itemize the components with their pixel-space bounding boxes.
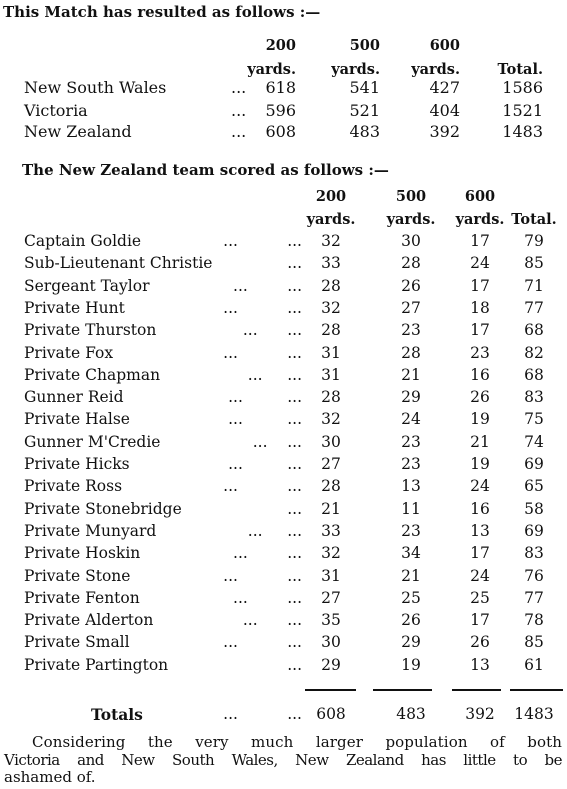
team-score: 24 bbox=[401, 410, 421, 428]
team-score: 19 bbox=[470, 455, 490, 473]
summary-score: 404 bbox=[429, 101, 460, 120]
team-leader-dots: ... ... bbox=[233, 277, 302, 295]
team-score: 32 bbox=[321, 410, 341, 428]
team-score: 17 bbox=[470, 277, 490, 295]
team-total: 69 bbox=[524, 522, 544, 540]
team-leader-dots: ... ... bbox=[242, 611, 302, 629]
closing-line: Victoria and New South Wales, New Zealand has little to be bbox=[4, 751, 562, 769]
team-score: 23 bbox=[401, 433, 421, 451]
summary-score: 618 bbox=[265, 78, 296, 97]
team-score: 34 bbox=[401, 544, 421, 562]
team-score: 25 bbox=[401, 589, 421, 607]
team-score: 13 bbox=[401, 477, 421, 495]
team-score: 19 bbox=[470, 410, 490, 428]
team-total: 83 bbox=[524, 388, 544, 406]
summary-team-name: New South Wales bbox=[24, 78, 167, 97]
team-player-name: Private Fox bbox=[24, 344, 114, 362]
team-score: 27 bbox=[321, 589, 341, 607]
summary-leader-dots: ... bbox=[231, 78, 247, 97]
team-player-name: Private Halse bbox=[24, 410, 130, 428]
totals-grand-total: 1483 bbox=[514, 705, 554, 723]
team-score: 21 bbox=[401, 366, 421, 384]
totals-score: 392 bbox=[465, 705, 495, 723]
team-score: 31 bbox=[321, 567, 341, 585]
team-score: 17 bbox=[470, 544, 490, 562]
totals-rule bbox=[373, 689, 432, 691]
summary-header-bottom: Total. bbox=[497, 61, 543, 78]
summary-total: 1521 bbox=[502, 101, 543, 120]
team-player-name: Sergeant Taylor bbox=[24, 277, 150, 295]
team-score: 23 bbox=[470, 344, 490, 362]
totals-rule bbox=[305, 689, 356, 691]
team-header-top: 600 bbox=[464, 188, 496, 205]
team-header-bottom: yards. bbox=[386, 211, 436, 228]
team-player-name: Private Stonebridge bbox=[24, 500, 182, 518]
team-leader-dots: ... ... bbox=[247, 522, 302, 540]
team-score: 13 bbox=[470, 656, 490, 674]
team-leader-dots: ... ... bbox=[228, 410, 302, 428]
team-leader-dots: ... ... bbox=[223, 344, 302, 362]
team-score: 21 bbox=[401, 567, 421, 585]
summary-score: 483 bbox=[349, 122, 380, 141]
team-score: 24 bbox=[470, 567, 490, 585]
team-total: 77 bbox=[524, 589, 544, 607]
summary-header-top: 500 bbox=[349, 37, 380, 54]
team-score: 27 bbox=[401, 299, 421, 317]
team-score: 16 bbox=[470, 366, 490, 384]
summary-score: 608 bbox=[265, 122, 296, 141]
summary-intro: This Match has resulted as follows :— bbox=[3, 3, 321, 21]
team-score: 26 bbox=[470, 388, 490, 406]
team-total: 77 bbox=[524, 299, 544, 317]
team-score: 17 bbox=[470, 321, 490, 339]
team-player-name: Sub-Lieutenant Christie bbox=[24, 254, 213, 272]
totals-rule bbox=[452, 689, 501, 691]
team-leader-dots: ... ... bbox=[223, 633, 302, 651]
team-score: 17 bbox=[470, 611, 490, 629]
summary-leader-dots: ... bbox=[231, 101, 247, 120]
team-leader-dots: ... ... bbox=[228, 388, 302, 406]
team-score: 32 bbox=[321, 544, 341, 562]
team-score: 26 bbox=[401, 277, 421, 295]
team-leader-dots: ... ... bbox=[252, 433, 302, 451]
totals-rule bbox=[510, 689, 563, 691]
team-score: 32 bbox=[321, 232, 341, 250]
team-total: 82 bbox=[524, 344, 544, 362]
team-score: 31 bbox=[321, 344, 341, 362]
team-score: 31 bbox=[321, 366, 341, 384]
team-leader-dots: ... ... bbox=[223, 299, 302, 317]
team-leader-dots: ... ... bbox=[247, 366, 302, 384]
closing-line: ashamed of. bbox=[4, 768, 96, 786]
summary-header-bottom: yards. bbox=[247, 61, 296, 78]
team-leader-dots: ... ... bbox=[242, 321, 302, 339]
team-score: 33 bbox=[321, 522, 341, 540]
team-header-bottom: yards. bbox=[455, 211, 505, 228]
team-score: 28 bbox=[321, 321, 341, 339]
totals-leader-dots: ... ... bbox=[223, 705, 302, 723]
team-score: 13 bbox=[470, 522, 490, 540]
team-player-name: Private Small bbox=[24, 633, 130, 651]
team-score: 25 bbox=[470, 589, 490, 607]
team-score: 29 bbox=[401, 633, 421, 651]
summary-total: 1586 bbox=[502, 78, 543, 97]
summary-team-name: New Zealand bbox=[24, 122, 132, 141]
team-player-name: Private Hoskin bbox=[24, 544, 141, 562]
team-score: 28 bbox=[321, 477, 341, 495]
team-total: 83 bbox=[524, 544, 544, 562]
team-score: 29 bbox=[321, 656, 341, 674]
team-total: 71 bbox=[524, 277, 544, 295]
team-player-name: Private Ross bbox=[24, 477, 123, 495]
team-leader-dots: ... ... bbox=[223, 232, 302, 250]
team-score: 23 bbox=[401, 455, 421, 473]
summary-total: 1483 bbox=[502, 122, 543, 141]
team-total: 75 bbox=[524, 410, 544, 428]
team-leader-dots: ... ... bbox=[223, 477, 302, 495]
team-score: 17 bbox=[470, 232, 490, 250]
team-player-name: Gunner M'Credie bbox=[24, 433, 161, 451]
team-player-name: Private Fenton bbox=[24, 589, 140, 607]
team-score: 26 bbox=[470, 633, 490, 651]
summary-score: 541 bbox=[349, 78, 380, 97]
team-total: 68 bbox=[524, 321, 544, 339]
team-score: 28 bbox=[321, 388, 341, 406]
team-header-bottom: yards. bbox=[306, 211, 356, 228]
team-score: 23 bbox=[401, 321, 421, 339]
team-total: 78 bbox=[524, 611, 544, 629]
team-player-name: Private Munyard bbox=[24, 522, 157, 540]
team-total: 85 bbox=[524, 254, 544, 272]
summary-header-top: 200 bbox=[265, 37, 296, 54]
team-score: 21 bbox=[470, 433, 490, 451]
team-player-name: Gunner Reid bbox=[24, 388, 124, 406]
team-total: 74 bbox=[524, 433, 544, 451]
totals-score: 608 bbox=[316, 705, 346, 723]
summary-score: 427 bbox=[429, 78, 460, 97]
team-total: 58 bbox=[524, 500, 544, 518]
team-player-name: Private Chapman bbox=[24, 366, 161, 384]
team-header-bottom: Total. bbox=[511, 211, 557, 228]
team-score: 18 bbox=[470, 299, 490, 317]
team-score: 19 bbox=[401, 656, 421, 674]
team-score: 21 bbox=[321, 500, 341, 518]
totals-label: Totals bbox=[91, 705, 143, 724]
team-score: 11 bbox=[401, 500, 421, 518]
summary-team-name: Victoria bbox=[24, 101, 88, 120]
team-score: 23 bbox=[401, 522, 421, 540]
team-total: 85 bbox=[524, 633, 544, 651]
summary-header-top: 600 bbox=[429, 37, 460, 54]
team-total: 69 bbox=[524, 455, 544, 473]
team-score: 30 bbox=[321, 633, 341, 651]
team-player-name: Private Hicks bbox=[24, 455, 130, 473]
team-leader-dots: ... ... bbox=[228, 455, 302, 473]
team-total: 68 bbox=[524, 366, 544, 384]
summary-score: 392 bbox=[429, 122, 460, 141]
team-score: 28 bbox=[401, 254, 421, 272]
team-leader-dots: ... bbox=[287, 500, 302, 518]
summary-score: 521 bbox=[349, 101, 380, 120]
team-total: 76 bbox=[524, 567, 544, 585]
team-leader-dots: ... bbox=[287, 254, 302, 272]
closing-line: Considering the very much larger population of both bbox=[32, 733, 562, 751]
team-score: 35 bbox=[321, 611, 341, 629]
team-score: 24 bbox=[470, 254, 490, 272]
team-score: 16 bbox=[470, 500, 490, 518]
team-score: 28 bbox=[401, 344, 421, 362]
summary-header-bottom: yards. bbox=[411, 61, 460, 78]
team-score: 24 bbox=[470, 477, 490, 495]
team-total: 65 bbox=[524, 477, 544, 495]
team-leader-dots: ... bbox=[287, 656, 302, 674]
team-score: 30 bbox=[401, 232, 421, 250]
team-score: 32 bbox=[321, 299, 341, 317]
team-score: 28 bbox=[321, 277, 341, 295]
team-total: 79 bbox=[524, 232, 544, 250]
team-score: 30 bbox=[321, 433, 341, 451]
team-header-top: 500 bbox=[395, 188, 427, 205]
team-player-name: Private Hunt bbox=[24, 299, 125, 317]
team-intro: The New Zealand team scored as follows :— bbox=[22, 161, 389, 179]
team-player-name: Private Thurston bbox=[24, 321, 157, 339]
team-leader-dots: ... ... bbox=[233, 544, 302, 562]
team-player-name: Private Partington bbox=[24, 656, 169, 674]
team-header-top: 200 bbox=[315, 188, 347, 205]
summary-leader-dots: ... bbox=[231, 122, 247, 141]
team-leader-dots: ... ... bbox=[233, 589, 302, 607]
team-total: 61 bbox=[524, 656, 544, 674]
team-player-name: Captain Goldie bbox=[24, 232, 142, 250]
team-score: 26 bbox=[401, 611, 421, 629]
team-score: 29 bbox=[401, 388, 421, 406]
totals-score: 483 bbox=[396, 705, 426, 723]
team-score: 33 bbox=[321, 254, 341, 272]
summary-score: 596 bbox=[265, 101, 296, 120]
team-leader-dots: ... ... bbox=[223, 567, 302, 585]
team-player-name: Private Stone bbox=[24, 567, 131, 585]
team-score: 27 bbox=[321, 455, 341, 473]
summary-header-bottom: yards. bbox=[331, 61, 380, 78]
team-player-name: Private Alderton bbox=[24, 611, 154, 629]
